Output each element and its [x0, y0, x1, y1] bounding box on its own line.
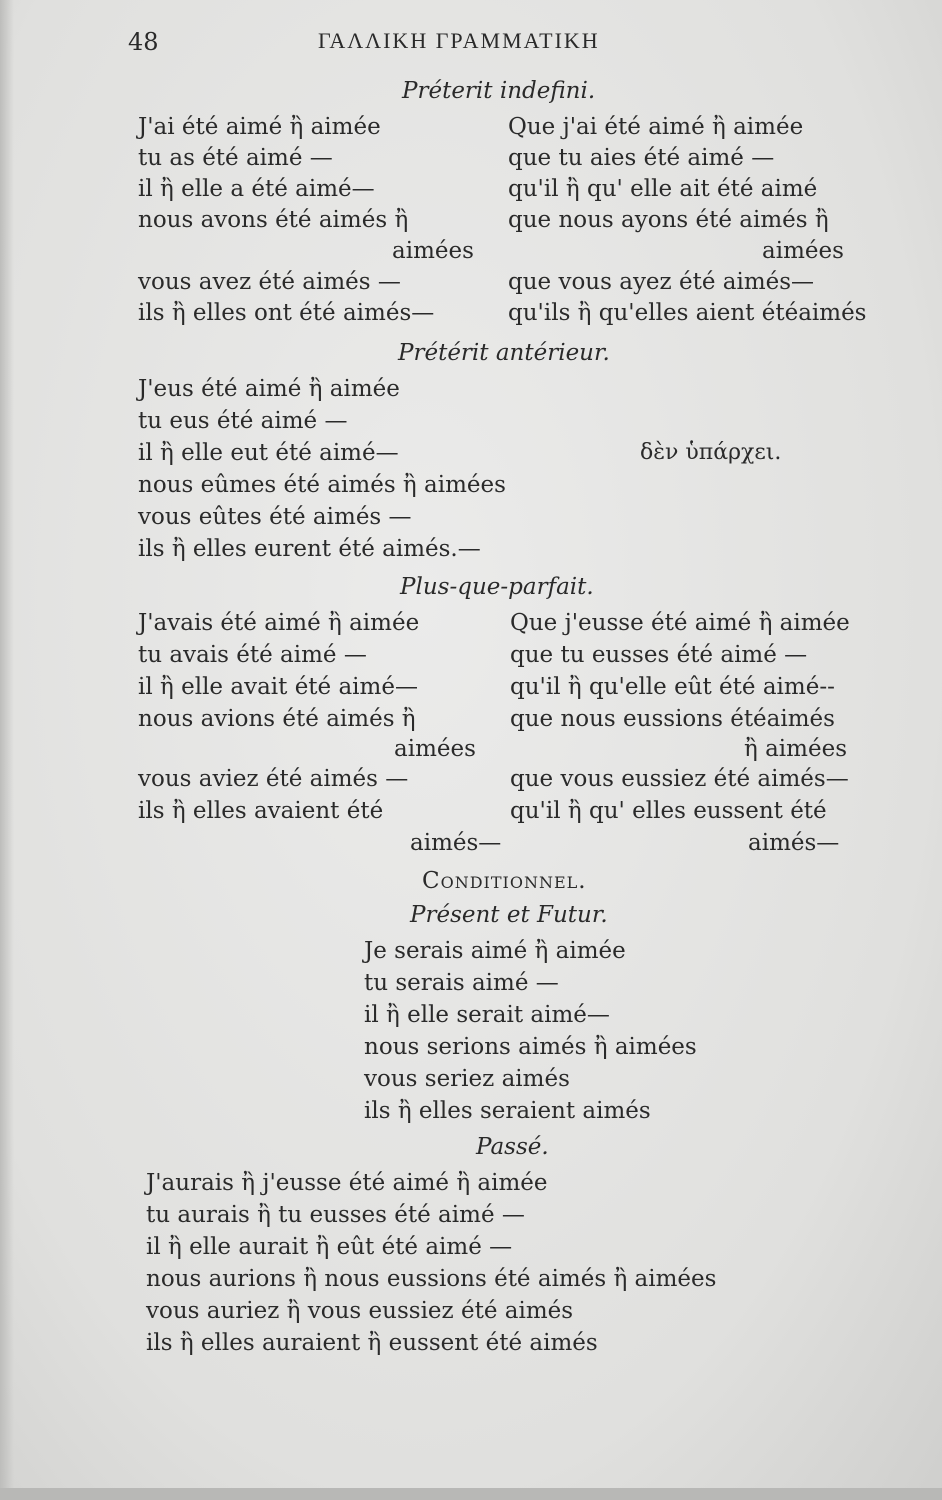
text-line: Que j'ai été aimé ἢ aimée: [508, 114, 804, 140]
section-title-conditionnel: Conditionnel.: [422, 868, 587, 894]
text-line: nous avions été aimés ἢ: [138, 706, 416, 732]
text-line: vous auriez ἢ vous eussiez été aimés: [146, 1298, 574, 1324]
section-title-plus-que-parfait: Plus-que-parfait.: [400, 574, 594, 600]
text-line: nous eûmes été aimés ἢ aimées: [138, 472, 506, 498]
text-line: il ἢ elle eut été aimé—: [138, 440, 399, 466]
text-line: que tu eusses été aimé —: [510, 642, 808, 668]
text-line: nous serions aimés ἢ aimées: [364, 1034, 697, 1060]
page-number: 48: [128, 28, 159, 56]
text-line: J'avais été aimé ἢ aimée: [138, 610, 420, 636]
text-line: qu'il ἢ qu' elles eussent été: [510, 798, 827, 824]
text-line: que nous ayons été aimés ἢ: [508, 207, 829, 233]
text-line: nous avons été aimés ἢ: [138, 207, 409, 233]
text-line: tu serais aimé —: [364, 970, 559, 996]
text-line: aimées: [392, 238, 474, 264]
section-title-preterit-anterieur: Prétérit antérieur.: [398, 340, 610, 366]
text-line: ἢ aimées: [744, 736, 847, 762]
text-line: vous avez été aimés —: [138, 269, 401, 295]
page-bottom-edge: [0, 1488, 942, 1500]
text-line: qu'ils ἢ qu'elles aient étéaimés: [508, 300, 867, 326]
text-line: que vous eussiez été aimés—: [510, 766, 849, 792]
text-line: tu aurais ἢ tu eusses été aimé —: [146, 1202, 525, 1228]
text-line: que nous eussions étéaimés: [510, 706, 835, 732]
text-line: tu avais été aimé —: [138, 642, 367, 668]
text-line: aimés—: [748, 830, 840, 856]
text-line: ils ἢ elles avaient été: [138, 798, 384, 824]
page-shadow: [0, 0, 14, 1500]
subsection-title-present-futur: Présent et Futur.: [410, 902, 608, 928]
section-title-preterit-indefini: Préterit indefini.: [402, 78, 596, 104]
text-line: Je serais aimé ἢ aimée: [364, 938, 626, 964]
text-line: ils ἢ elles seraient aimés: [364, 1098, 651, 1124]
page-header: [0, 20, 942, 60]
text-line: qu'il ἢ qu' elle ait été aimé: [508, 176, 818, 202]
text-line: ils ἢ elles ont été aimés—: [138, 300, 435, 326]
text-line: aimées: [762, 238, 844, 264]
text-line: que tu aies été aimé —: [508, 145, 775, 171]
text-line: ils ἢ elles auraient ἢ eussent été aimés: [146, 1330, 598, 1356]
text-line: il ἢ elle avait été aimé—: [138, 674, 418, 700]
text-line: tu as été aimé —: [138, 145, 333, 171]
text-line: J'ai été aimé ἢ aimée: [138, 114, 381, 140]
text-line: nous aurions ἢ nous eussions été aimés ἢ aimées: [146, 1266, 717, 1292]
running-head: ΓΑΛΛΙΚΗ ΓΡΑΜΜΑΤΙΚΗ: [318, 28, 600, 53]
text-line: il ἢ elle aurait ἢ eût été aimé —: [146, 1234, 513, 1260]
text-line: J'eus été aimé ἢ aimée: [138, 376, 400, 402]
text-line: vous aviez été aimés —: [138, 766, 409, 792]
text-line: aimées: [394, 736, 476, 762]
text-line: ils ἢ elles eurent été aimés.—: [138, 536, 481, 562]
does-not-exist-note: δὲν ὑπάρχει.: [640, 440, 782, 465]
text-line: vous eûtes été aimés —: [138, 504, 412, 530]
text-line: tu eus été aimé —: [138, 408, 348, 434]
text-line: il ἢ elle serait aimé—: [364, 1002, 610, 1028]
text-line: J'aurais ἢ j'eusse été aimé ἢ aimée: [146, 1170, 548, 1196]
text-line: qu'il ἢ qu'elle eût été aimé--: [510, 674, 835, 700]
subsection-title-passe: Passé.: [476, 1134, 549, 1160]
text-line: il ἢ elle a été aimé—: [138, 176, 375, 202]
text-line: Que j'eusse été aimé ἢ aimée: [510, 610, 850, 636]
text-line: vous seriez aimés: [364, 1066, 570, 1092]
text-line: aimés—: [410, 830, 502, 856]
text-line: que vous ayez été aimés—: [508, 269, 815, 295]
